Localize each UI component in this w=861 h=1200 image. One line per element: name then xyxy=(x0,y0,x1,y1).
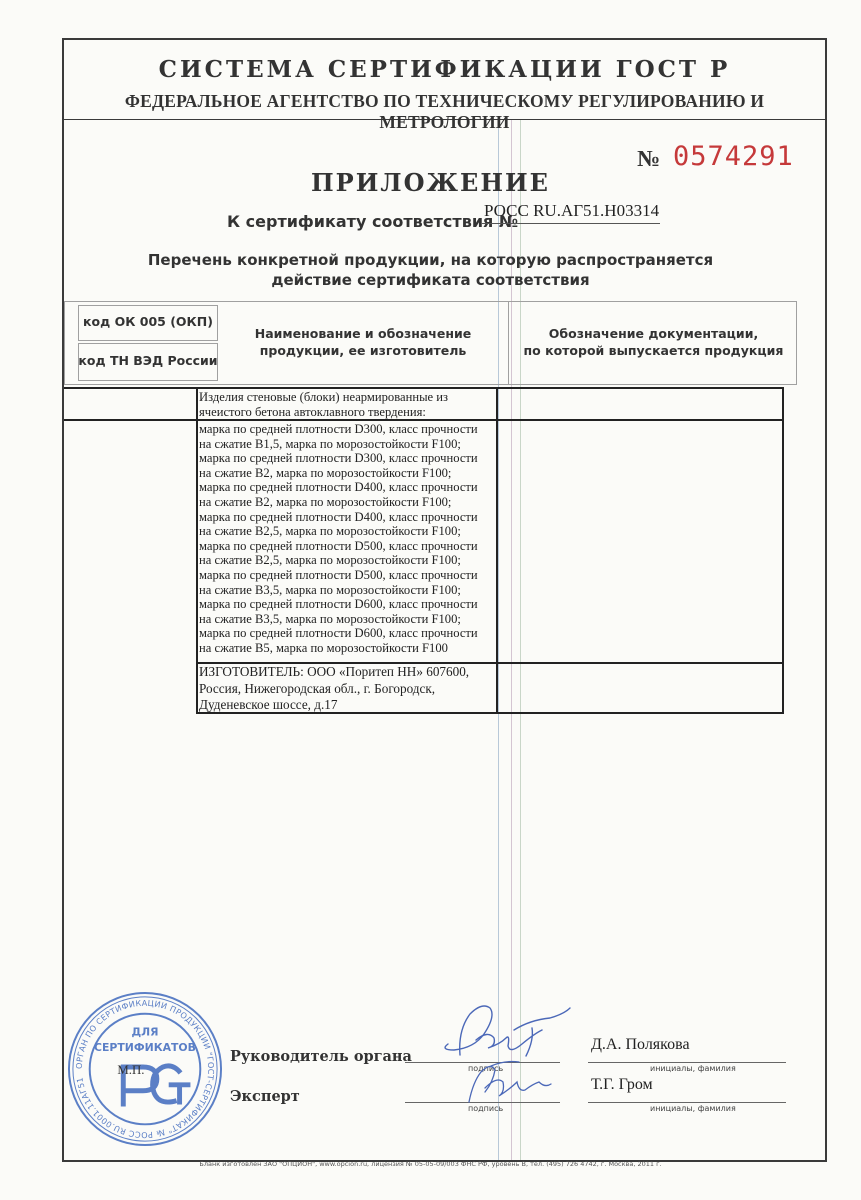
table-line xyxy=(64,387,783,389)
text-line: на сжатие В1,5, марка по морозостойкости F100; xyxy=(199,436,461,451)
text-line: на сжатие В2, марка по морозостойкости F100; xyxy=(199,494,452,509)
form-number: 0574291 xyxy=(673,141,794,172)
list-title-line1: Перечень конкретной продукции, на которую распространяется xyxy=(147,251,714,269)
product-grades xyxy=(199,422,499,656)
expert-label: Эксперт xyxy=(230,1088,300,1105)
form-number-sign: № xyxy=(637,146,661,171)
head-signature-caption: подпись xyxy=(468,1064,504,1073)
document-title: ПРИЛОЖЕНИЕ xyxy=(311,168,550,197)
text-line: на сжатие В3,5, марка по морозостойкости F100; xyxy=(199,582,461,597)
expert-name: Т.Г. Гром xyxy=(591,1076,653,1093)
header-documentation-line1: Обозначение документации, xyxy=(548,326,759,341)
certificate-label: К сертификату соответствия № xyxy=(227,212,519,231)
text-line: марка по средней плотности D600, класс прочности xyxy=(199,626,478,641)
head-name-caption: инициалы, фамилия xyxy=(650,1064,736,1073)
product-intro xyxy=(199,390,499,419)
list-title xyxy=(0,250,861,290)
header-product-name-line1: Наименование и обозначение xyxy=(254,326,472,341)
header-okp-code: код ОК 005 (ОКП) xyxy=(83,314,213,329)
certificate-underline xyxy=(482,223,660,224)
head-name: Д.А. Полякова xyxy=(591,1036,690,1053)
list-title-line2: действие сертификата соответствия xyxy=(271,271,590,289)
text-line: ИЗГОТОВИТЕЛЬ: ООО «Поритеп НН» 607600, xyxy=(199,664,470,679)
text-line: на сжатие В2,5, марка по морозостойкости F100; xyxy=(199,553,461,568)
head-label: Руководитель органа xyxy=(230,1048,412,1065)
text-line: марка по средней плотности D400, класс прочности xyxy=(199,480,478,495)
text-line: на сжатие В3,5, марка по морозостойкости F100; xyxy=(199,611,461,626)
stamp-ring-text: ОРГАН ПО СЕРТИФИКАЦИИ ПРОДУКЦИИ "ГОСТ-СЕРТИФИКАТ" № РОСС RU.0001.11АГ51 xyxy=(73,997,217,1141)
text-line: марка по средней плотности D600, класс прочности xyxy=(199,597,478,612)
table-line xyxy=(196,387,198,714)
text-line: марка по средней плотности D500, класс прочности xyxy=(199,567,478,582)
header-documentation xyxy=(510,325,797,359)
header-tnved-code: код ТН ВЭД России xyxy=(78,353,218,368)
stamp-line2: СЕРТИФИКАТОВ xyxy=(94,1041,196,1055)
organ-stamp xyxy=(66,990,224,1148)
form-footer: Бланк изготовлен ЗАО "ОПЦИОН", www.opcion.ru, лицензия № 05-05-09/003 ФНС РФ, уровень В, тел. (495) 726 4742, г. Москва, 2011 г. xyxy=(199,1160,662,1168)
expert-name-caption: инициалы, фамилия xyxy=(650,1104,736,1113)
header-subtitle: ФЕДЕРАЛЬНОЕ АГЕНТСТВО ПО ТЕХНИЧЕСКОМУ РЕГУЛИРОВАНИЮ И МЕТРОЛОГИИ xyxy=(124,91,765,132)
table-line xyxy=(782,387,784,714)
text-line: марка по средней плотности D400, класс прочности xyxy=(199,509,478,524)
expert-signature-caption: подпись xyxy=(468,1104,504,1113)
header-divider xyxy=(508,301,509,385)
stamp-line1: ДЛЯ xyxy=(131,1025,159,1039)
stamp-mp: М.П. xyxy=(117,1062,145,1077)
text-line: на сжатие В2, марка по морозостойкости F100; xyxy=(199,465,452,480)
certificate-number: РОСС RU.АГ51.Н03314 xyxy=(484,201,660,220)
text-line: на сжатие В5, марка по морозостойкости F100 xyxy=(199,640,448,655)
text-line: Россия, Нижегородская обл., г. Богородск, xyxy=(199,680,436,696)
text-line: ячеистого бетона автоклавного твердения: xyxy=(199,404,426,419)
document-header xyxy=(62,38,827,132)
text-line: марка по средней плотности D300, класс прочности xyxy=(199,422,478,436)
header-documentation-line2: по которой выпускается продукция xyxy=(523,343,784,358)
text-line: Дуденевское шоссе, д.17 xyxy=(199,697,338,712)
text-line: на сжатие В2,5, марка по морозостойкости F100; xyxy=(199,524,461,539)
manufacturer xyxy=(199,664,499,714)
expert-name-line xyxy=(588,1102,786,1103)
text-line: марка по средней плотности D500, класс прочности xyxy=(199,538,478,553)
text-line: марка по средней плотности D300, класс прочности xyxy=(199,451,478,466)
expert-signature xyxy=(455,1052,565,1107)
header-title: СИСТЕМА СЕРТИФИКАЦИИ ГОСТ Р xyxy=(158,56,731,83)
text-line: Изделия стеновые (блоки) неармированные из xyxy=(199,390,448,404)
header-product-name xyxy=(218,325,508,359)
table-line xyxy=(64,419,783,421)
header-product-name-line2: продукции, ее изготовитель xyxy=(259,343,467,358)
head-name-line xyxy=(588,1062,786,1063)
